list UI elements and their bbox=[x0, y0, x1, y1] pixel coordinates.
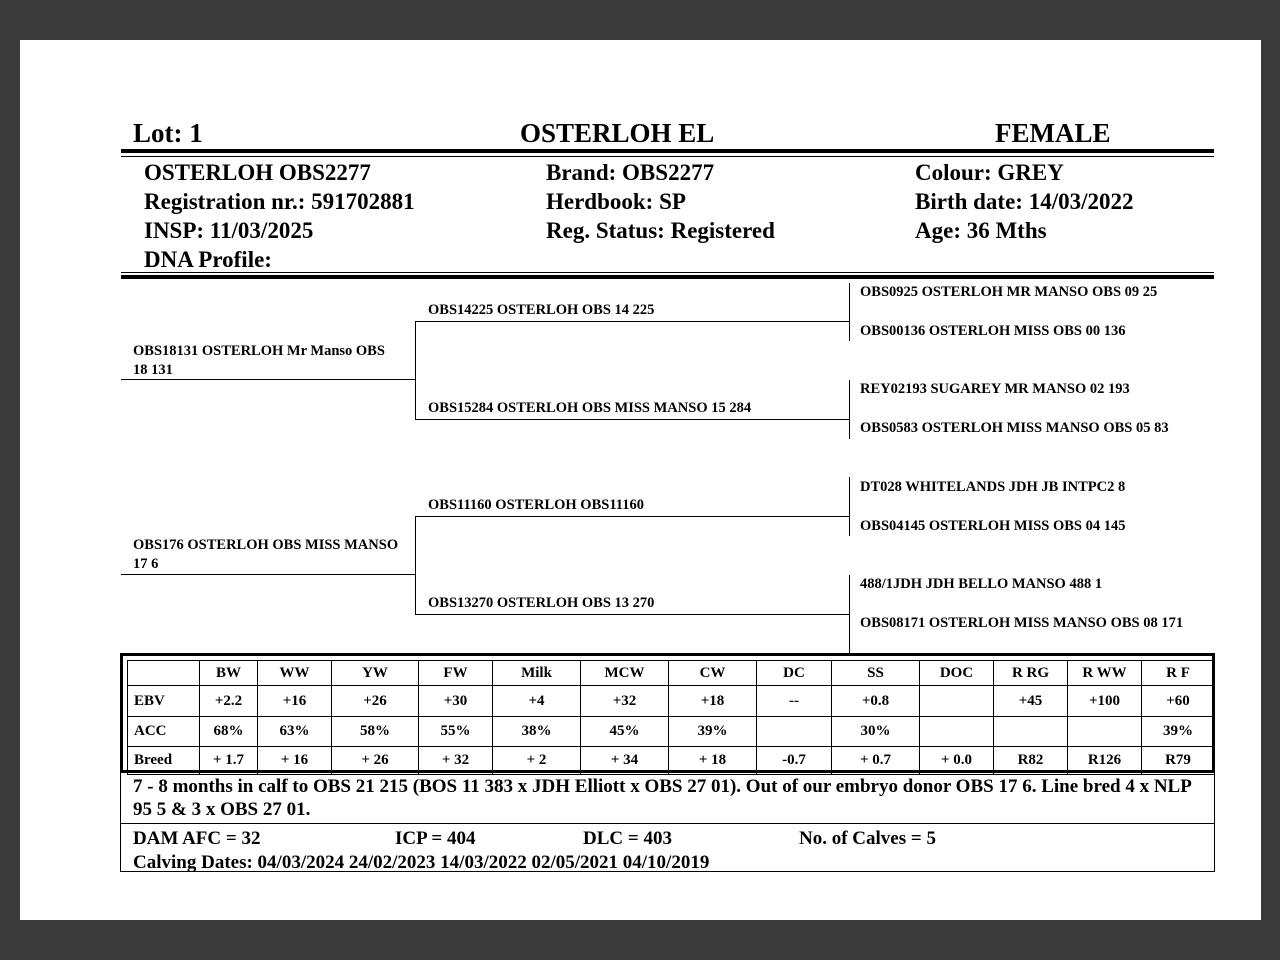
pedigree-gen3: OBS00136 OSTERLOH MISS OBS 00 136 bbox=[860, 323, 1126, 339]
pedigree-gen3: OBS0925 OSTERLOH MR MANSO OBS 09 25 bbox=[860, 284, 1158, 300]
pedigree-sire-dam: OBS15284 OSTERLOH OBS MISS MANSO 15 284 bbox=[428, 400, 752, 416]
table-cell: + 34 bbox=[581, 747, 669, 775]
pedigree-gen3: 488/1JDH JDH BELLO MANSO 488 1 bbox=[860, 576, 1103, 592]
pedigree-dam-dam: OBS13270 OSTERLOH OBS 13 270 bbox=[428, 595, 655, 611]
table-cell: 55% bbox=[419, 717, 493, 747]
ebv-col-header: R RG bbox=[994, 661, 1068, 686]
details-col-2 bbox=[546, 158, 775, 245]
ebv-col-header: Milk bbox=[493, 661, 581, 686]
table-cell: +4 bbox=[493, 686, 581, 717]
dam-afc: DAM AFC = 32 bbox=[133, 828, 261, 849]
pedigree-line bbox=[415, 321, 849, 322]
table-cell: +16 bbox=[258, 686, 332, 717]
table-cell: 68% bbox=[200, 717, 258, 747]
ebv-table-frame bbox=[120, 653, 1215, 773]
header-rule bbox=[121, 149, 1214, 153]
table-cell bbox=[1068, 717, 1142, 747]
pedigree-line bbox=[849, 575, 850, 653]
table-row bbox=[128, 717, 1215, 747]
table-cell: + 1.7 bbox=[200, 747, 258, 775]
ebv-table bbox=[127, 660, 1215, 775]
ebv-col-header: WW bbox=[258, 661, 332, 686]
table-cell: + 18 bbox=[669, 747, 757, 775]
lot-number: Lot: 1 bbox=[133, 118, 203, 148]
pedigree-dam: OBS176 OSTERLOH OBS MISS MANSO 17 6 bbox=[133, 537, 399, 572]
pedigree-gen3: DT028 WHITELANDS JDH JB INTPC2 8 bbox=[860, 479, 1126, 495]
icp: ICP = 404 bbox=[395, 828, 476, 849]
number-of-calves: No. of Calves = 5 bbox=[799, 828, 936, 849]
pedigree-line bbox=[849, 380, 850, 439]
table-cell: 38% bbox=[493, 717, 581, 747]
age: Age: 36 Mths bbox=[915, 218, 1047, 243]
table-cell: +26 bbox=[332, 686, 419, 717]
table-cell: R79 bbox=[1142, 747, 1215, 775]
pedigree-line bbox=[849, 477, 850, 536]
table-cell: 58% bbox=[332, 717, 419, 747]
colour: Colour: GREY bbox=[915, 160, 1064, 185]
ebv-col-header: MCW bbox=[581, 661, 669, 686]
lot-description: 7 - 8 months in calf to OBS 21 215 (BOS 11 383 x JDH Elliott x OBS 27 01). Out of our embryo donor OBS 17 6. Line bred 4 x NLP 95 5 & 3 x OBS 27 01. bbox=[133, 776, 1191, 820]
table-cell: +2.2 bbox=[200, 686, 258, 717]
table-cell: + 32 bbox=[419, 747, 493, 775]
pedigree-line bbox=[415, 614, 849, 615]
table-cell: 39% bbox=[669, 717, 757, 747]
table-cell: 45% bbox=[581, 717, 669, 747]
ebv-col-header: FW bbox=[419, 661, 493, 686]
table-cell: + 16 bbox=[258, 747, 332, 775]
calving-dates: Calving Dates: 04/03/2024 24/02/2023 14/03/2022 02/05/2021 04/10/2019 bbox=[133, 852, 710, 873]
table-cell: +60 bbox=[1142, 686, 1215, 717]
details-col-3 bbox=[915, 158, 1134, 245]
table-cell: + 26 bbox=[332, 747, 419, 775]
herdbook: Herdbook: SP bbox=[546, 189, 686, 214]
table-cell: +100 bbox=[1068, 686, 1142, 717]
ebv-col-header: R WW bbox=[1068, 661, 1142, 686]
pedigree-gen3: OBS0583 OSTERLOH MISS MANSO OBS 05 83 bbox=[860, 420, 1169, 436]
ebv-col-header bbox=[128, 661, 200, 686]
table-cell bbox=[920, 686, 994, 717]
details-rule-thin bbox=[121, 272, 1214, 273]
ebv-header-row bbox=[128, 661, 1215, 686]
dna-profile: DNA Profile: bbox=[144, 247, 272, 272]
details-rule bbox=[121, 275, 1214, 279]
pedigree-gen3: REY02193 SUGAREY MR MANSO 02 193 bbox=[860, 381, 1130, 397]
table-cell bbox=[994, 717, 1068, 747]
table-cell: +30 bbox=[419, 686, 493, 717]
header-rule-thin bbox=[121, 156, 1214, 157]
pedigree-sire: OBS18131 OSTERLOH Mr Manso OBS 18 131 bbox=[133, 343, 385, 378]
table-cell: +32 bbox=[581, 686, 669, 717]
table-cell bbox=[757, 717, 832, 747]
animal-name: OSTERLOH OBS2277 bbox=[144, 160, 371, 185]
table-cell: Breed bbox=[128, 747, 200, 775]
pedigree-dam-sire: OBS11160 OSTERLOH OBS11160 bbox=[428, 497, 644, 513]
pedigree-line bbox=[121, 574, 416, 575]
pedigree-line bbox=[415, 321, 416, 419]
table-cell: EBV bbox=[128, 686, 200, 717]
catalogue-page bbox=[20, 40, 1261, 920]
ebv-col-header: DOC bbox=[920, 661, 994, 686]
ebv-col-header: R F bbox=[1142, 661, 1215, 686]
table-cell: -- bbox=[757, 686, 832, 717]
pedigree-line bbox=[849, 283, 850, 341]
table-cell bbox=[920, 717, 994, 747]
ebv-col-header: SS bbox=[832, 661, 920, 686]
table-cell: ACC bbox=[128, 717, 200, 747]
table-cell: 63% bbox=[258, 717, 332, 747]
table-cell: 30% bbox=[832, 717, 920, 747]
table-cell: +0.8 bbox=[832, 686, 920, 717]
table-cell: + 0.0 bbox=[920, 747, 994, 775]
table-cell: + 2 bbox=[493, 747, 581, 775]
registration-number: Registration nr.: 591702881 bbox=[144, 189, 415, 214]
animal-sex: FEMALE bbox=[995, 118, 1111, 148]
pedigree-sire-sire: OBS14225 OSTERLOH OBS 14 225 bbox=[428, 302, 655, 318]
ebv-col-header: BW bbox=[200, 661, 258, 686]
reg-status: Reg. Status: Registered bbox=[546, 218, 775, 243]
pedigree-line bbox=[415, 516, 849, 517]
inspection-date: INSP: 11/03/2025 bbox=[144, 218, 314, 243]
brand: Brand: OBS2277 bbox=[546, 160, 715, 185]
details-col-1 bbox=[144, 158, 415, 274]
ebv-col-header: CW bbox=[669, 661, 757, 686]
pedigree-line bbox=[415, 419, 849, 420]
table-cell: + 0.7 bbox=[832, 747, 920, 775]
pedigree-gen3: OBS08171 OSTERLOH MISS MANSO OBS 08 171 bbox=[860, 615, 1184, 631]
table-cell: 39% bbox=[1142, 717, 1215, 747]
notes-box bbox=[120, 770, 1215, 872]
pedigree-gen3: OBS04145 OSTERLOH MISS OBS 04 145 bbox=[860, 518, 1126, 534]
dlc: DLC = 403 bbox=[583, 828, 672, 849]
table-row bbox=[128, 686, 1215, 717]
table-cell: +45 bbox=[994, 686, 1068, 717]
table-cell: R126 bbox=[1068, 747, 1142, 775]
ebv-col-header: YW bbox=[332, 661, 419, 686]
notes-divider bbox=[121, 823, 1214, 824]
animal-title: OSTERLOH EL bbox=[520, 118, 715, 148]
pedigree-line bbox=[415, 516, 416, 614]
table-cell: +18 bbox=[669, 686, 757, 717]
table-cell: R82 bbox=[994, 747, 1068, 775]
ebv-col-header: DC bbox=[757, 661, 832, 686]
table-cell: -0.7 bbox=[757, 747, 832, 775]
birth-date: Birth date: 14/03/2022 bbox=[915, 189, 1134, 214]
